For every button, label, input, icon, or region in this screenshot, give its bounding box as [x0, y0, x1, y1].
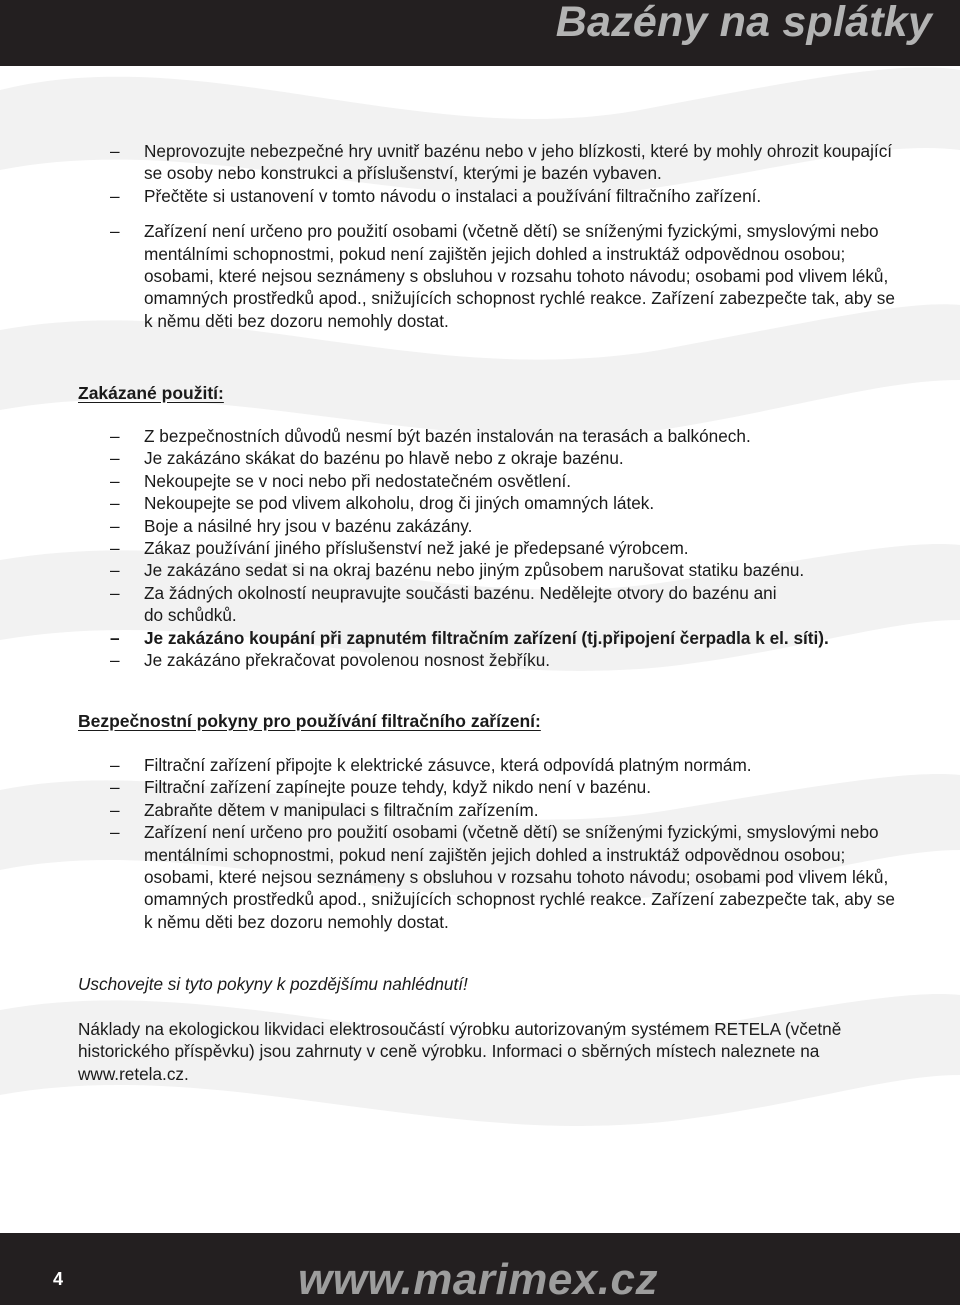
- header-bar: [0, 0, 960, 66]
- list-item: – Za žádných okolností neupravujte součásti bazénu. Nedělejte otvory do bazénu ani do schůdků.: [110, 582, 900, 627]
- list-item: – Přečtěte si ustanovení v tomto návodu o instalaci a používání filtračního zařízení.: [110, 185, 900, 207]
- list-item: – Neprovozujte nebezpečné hry uvnitř bazénu nebo v jeho blízkosti, které by mohly ohrozit koupající se osoby nebo konstrukci a příslušenství, kterými je bazén vybaven.: [110, 140, 900, 185]
- forbidden-use-list: [110, 425, 900, 671]
- recycling-note: Náklady na ekologickou likvidaci elektrosoučástí výrobku autorizovaným systémem RETELA (včetně historického příspěvku) jsou zahrnuty v ceně výrobku. Informaci o sběrných místech naleznete na www.retela.cz.: [78, 1019, 842, 1084]
- filter-safety-heading: Bezpečnostní pokyny pro používání filtračního zařízení:: [78, 711, 541, 731]
- filter-safety-list: [110, 754, 900, 933]
- list-item: – Je zakázáno sedat si na okraj bazénu nebo jiným způsobem narušovat statiku bazénu.: [110, 559, 900, 581]
- list-item: – Filtrační zařízení připojte k elektrické zásuvce, která odpovídá platným normám.: [110, 754, 900, 776]
- list-item: – Zabraňte dětem v manipulaci s filtračním zařízením.: [110, 799, 900, 821]
- keep-instructions-note: Uschovejte si tyto pokyny k pozdějšímu nahlédnutí!: [78, 974, 468, 994]
- list-item: – Nekoupejte se pod vlivem alkoholu, drog či jiných omamných látek.: [110, 492, 900, 514]
- list-item: – Filtrační zařízení zapínejte pouze tehdy, když nikdo není v bazénu.: [110, 776, 900, 798]
- list-item-emphasized: – Je zakázáno koupání při zapnutém filtračním zařízení (tj.připojení čerpadla k el. síti).: [110, 627, 900, 649]
- list-item: – Z bezpečnostních důvodů nesmí být bazén instalován na terasách a balkónech.: [110, 425, 900, 447]
- website-url[interactable]: www.marimex.cz: [298, 1255, 658, 1304]
- list-item: – Boje a násilné hry jsou v bazénu zakázány.: [110, 515, 900, 537]
- list-item: – Nekoupejte se v noci nebo při nedostatečném osvětlení.: [110, 470, 900, 492]
- footer-bar: [0, 1233, 960, 1305]
- list-item: – Je zakázáno skákat do bazénu po hlavě nebo z okraje bazénu.: [110, 447, 900, 469]
- list-item: – Zařízení není určeno pro použití osobami (včetně dětí) se sníženými fyzickými, smyslovými nebo mentálními schopnostmi, pokud není zajištěn jejich dohled a instruktáž odpovědnou osobou; osobami, které nejsou seznámeny s obsluhou v rozsahu tohoto návodu; osobami pod vlivem léků, omamných prostředků apod., snižujících schopnost rychlé reakce. Zařízení zabezpečte tak, aby se k němu děti bez dozoru nemohly dostat.: [110, 821, 900, 933]
- page-number: 4: [53, 1269, 64, 1289]
- list-item: – Zákaz používání jiného příslušenství než jaké je předepsané výrobcem.: [110, 537, 900, 559]
- intro-list: [110, 140, 900, 332]
- list-item: – Zařízení není určeno pro použití osobami (včetně dětí) se sníženými fyzickými, smyslovými nebo mentálními schopnostmi, pokud není zajištěn jejich dohled a instruktáž odpovědnou osobou; osobami, které nejsou seznámeny s obsluhou v rozsahu tohoto návodu; osobami pod vlivem léků, omamných prostředků apod., snižujících schopnost rychlé reakce. Zařízení zabezpečte tak, aby se k němu děti bez dozoru nemohly dostat.: [110, 220, 900, 332]
- list-item: – Je zakázáno překračovat povolenou nosnost žebříku.: [110, 649, 900, 671]
- page-title: Bazény na splátky: [555, 0, 932, 46]
- forbidden-use-heading: Zakázané použití:: [78, 383, 224, 403]
